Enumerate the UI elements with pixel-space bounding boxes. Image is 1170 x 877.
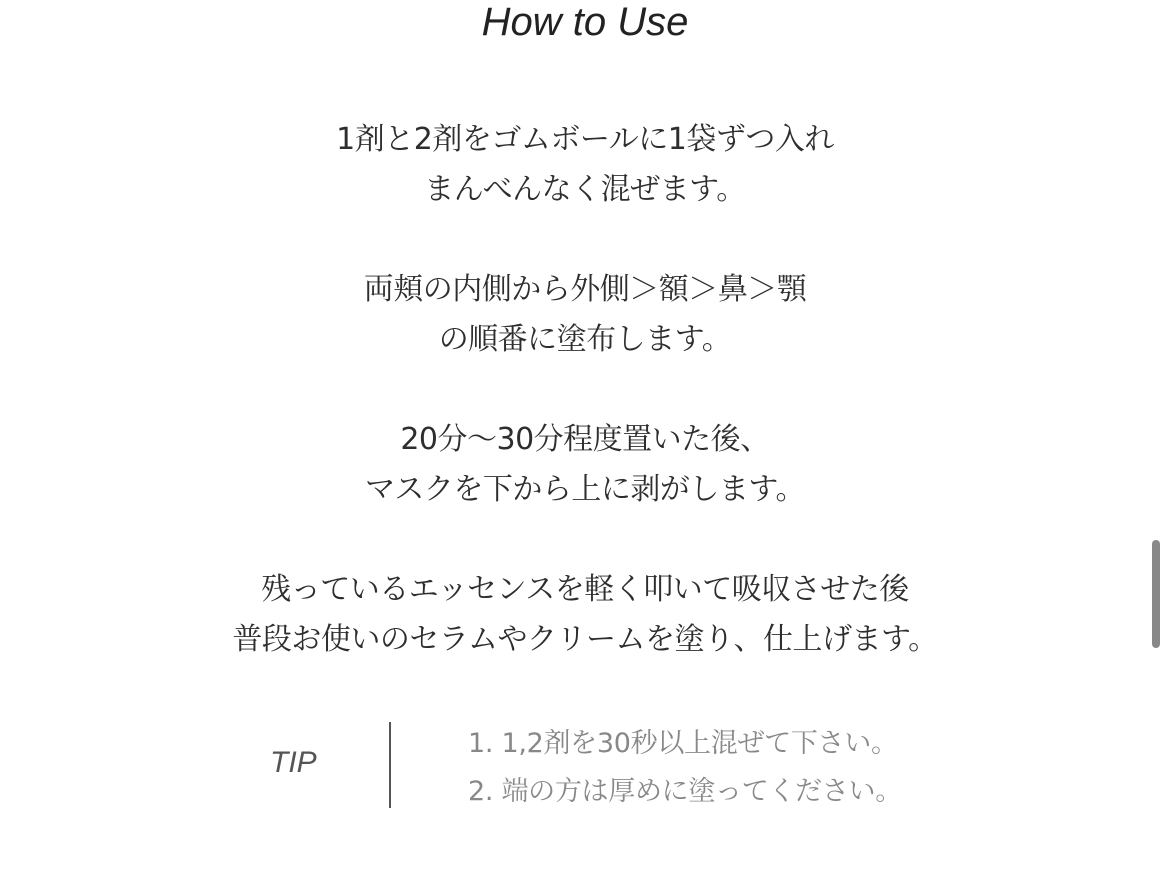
- step-2: [0, 265, 1170, 365]
- step-4-line-1: 残っているエッセンスを軽く叩いて吸収させた後: [261, 572, 909, 607]
- instruction-steps: [0, 115, 1170, 715]
- step-1-line-1: 1剤と2剤をゴムボールに1袋ずつ入れ: [336, 122, 834, 157]
- step-4: [0, 565, 1170, 665]
- step-2-line-2: の順番に塗布します。: [438, 322, 732, 357]
- tip-label: TIP: [270, 746, 317, 779]
- tip-list: [468, 720, 902, 816]
- step-1: [0, 115, 1170, 215]
- step-4-line-2: 普段お使いのセラムやクリームを塗り、仕上げます。: [232, 622, 938, 657]
- step-3-line-1: 20分～30分程度置いた後、: [400, 422, 770, 457]
- scrollbar[interactable]: [1152, 540, 1160, 648]
- tip-item-1: 1. 1,2剤を30秒以上混ぜて下さい。: [468, 728, 898, 759]
- step-3: [0, 415, 1170, 515]
- step-2-line-1: 両頬の内側から外側＞額＞鼻＞顎: [363, 272, 807, 307]
- page-title: How to Use: [481, 0, 689, 44]
- tip-item-2: 2. 端の方は厚めに塗ってください。: [468, 776, 902, 807]
- tip-divider: [389, 722, 391, 808]
- step-3-line-2: マスクを下から上に剥がします。: [364, 472, 806, 507]
- step-1-line-2: まんべんなく混ぜます。: [424, 172, 746, 207]
- tip-section: [0, 720, 1170, 810]
